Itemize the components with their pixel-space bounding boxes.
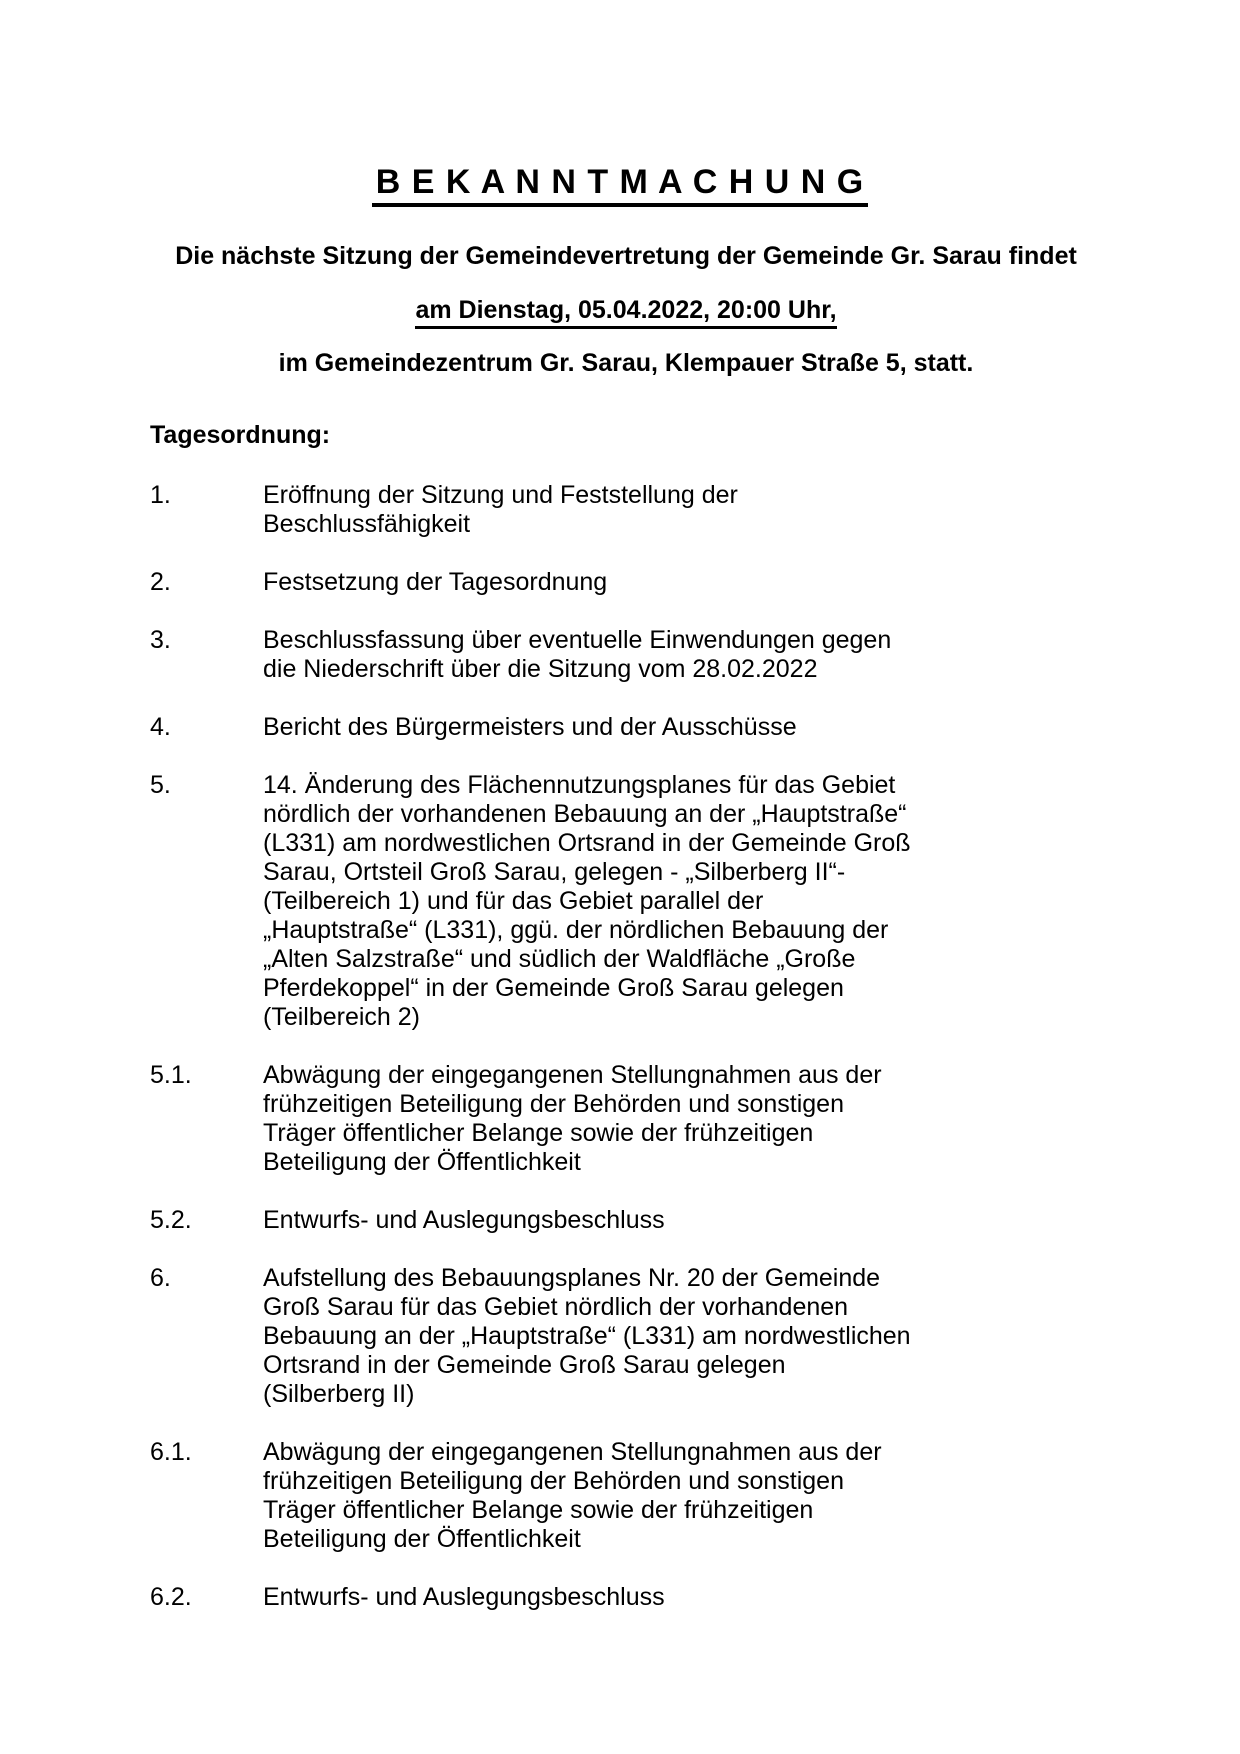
agenda-item-lines (263, 626, 1120, 684)
agenda-item-lines (263, 481, 1120, 539)
agenda-item (150, 1264, 1120, 1409)
agenda-item-line: nördlich der vorhandenen Bebauung an der „Hauptstraße“ (263, 800, 907, 828)
agenda-item-line: Pferdekoppel“ in der Gemeinde Groß Sarau gelegen (263, 974, 844, 1002)
agenda-item-line: Abwägung der eingegangenen Stellungnahmen aus der (263, 1061, 882, 1089)
agenda-item-line: Bericht des Bürgermeisters und der Ausschüsse (263, 713, 797, 741)
agenda-item-line: (Teilbereich 1) und für das Gebiet parallel der (263, 887, 764, 915)
agenda-item-line: „Alten Salzstraße“ und südlich der Waldfläche „Große (263, 945, 856, 973)
agenda-item (150, 1583, 1120, 1612)
agenda-item-line: (Teilbereich 2) (263, 1003, 421, 1031)
agenda-item-line: Entwurfs- und Auslegungsbeschluss (263, 1206, 665, 1234)
agenda-item-number: 4. (150, 713, 171, 741)
agenda-heading: Tagesordnung: (150, 421, 331, 449)
agenda-list (150, 481, 1120, 1612)
agenda-item-lines (263, 771, 1120, 1032)
agenda-item (150, 568, 1120, 597)
agenda-item-number: 6.2. (150, 1583, 192, 1611)
agenda-item-lines (263, 713, 1120, 742)
agenda-item-lines (263, 1583, 1120, 1612)
agenda-item-number: 1. (150, 481, 171, 509)
agenda-item-line: Festsetzung der Tagesordnung (263, 568, 608, 596)
agenda-item-number: 3. (150, 626, 171, 654)
page-title: B E K A N N T M A C H U N G (372, 165, 869, 207)
agenda-item (150, 626, 1120, 684)
intro-line-2-text: am Dienstag, 05.04.2022, 20:00 Uhr, (415, 296, 836, 329)
agenda-item-line: (Silberberg II) (263, 1380, 415, 1408)
agenda-item-line: frühzeitigen Beteiligung der Behörden und sonstigen (263, 1467, 844, 1495)
agenda-item-number: 5.1. (150, 1061, 192, 1089)
agenda-item-line: frühzeitigen Beteiligung der Behörden und sonstigen (263, 1090, 844, 1118)
agenda-item-line: Bebauung an der „Hauptstraße“ (L331) am nordwestlichen (263, 1322, 911, 1350)
agenda-item-line: Beteiligung der Öffentlichkeit (263, 1148, 581, 1176)
agenda-item-line: die Niederschrift über die Sitzung vom 28.02.2022 (263, 655, 818, 683)
agenda-item (150, 481, 1120, 539)
agenda-item-line: (L331) am nordwestlichen Ortsrand in der Gemeinde Groß (263, 829, 911, 857)
agenda-item-number: 5. (150, 771, 171, 799)
agenda-item (150, 771, 1120, 1032)
agenda-item-line: Beschlussfähigkeit (263, 510, 471, 538)
title-section (0, 0, 1240, 207)
agenda-item-line: „Hauptstraße“ (L331), ggü. der nördlichen Bebauung der (263, 916, 889, 944)
agenda-item-line: Träger öffentlicher Belange sowie der frühzeitigen (263, 1119, 814, 1147)
agenda-item-lines (263, 1264, 1120, 1409)
agenda-item (150, 1206, 1120, 1235)
agenda-item-line: Beteiligung der Öffentlichkeit (263, 1525, 581, 1553)
agenda-item-line: Sarau, Ortsteil Groß Sarau, gelegen - „Silberberg II“- (263, 858, 846, 886)
agenda-item-line: Träger öffentlicher Belange sowie der frühzeitigen (263, 1496, 814, 1524)
agenda-item-number: 5.2. (150, 1206, 192, 1234)
intro-line-2 (0, 296, 1240, 329)
agenda-item-line: Entwurfs- und Auslegungsbeschluss (263, 1583, 665, 1611)
agenda-item-line: Aufstellung des Bebauungsplanes Nr. 20 der Gemeinde (263, 1264, 881, 1292)
agenda-item-line: Eröffnung der Sitzung und Feststellung der (263, 481, 738, 509)
agenda-item (150, 1061, 1120, 1177)
agenda-item-line: 14. Änderung des Flächennutzungsplanes für das Gebiet (263, 771, 896, 799)
agenda-item-lines (263, 1438, 1120, 1554)
agenda-item-lines (263, 568, 1120, 597)
agenda-item-number: 6.1. (150, 1438, 192, 1466)
agenda-item-number: 2. (150, 568, 171, 596)
agenda-item-line: Ortsrand in der Gemeinde Groß Sarau gelegen (263, 1351, 786, 1379)
agenda-item (150, 1438, 1120, 1554)
agenda-item-lines (263, 1206, 1120, 1235)
agenda-item-line: Beschlussfassung über eventuelle Einwendungen gegen (263, 626, 892, 654)
agenda-item-lines (263, 1061, 1120, 1177)
agenda-item-number: 6. (150, 1264, 171, 1292)
intro-line-1: Die nächste Sitzung der Gemeindevertretung der Gemeinde Gr. Sarau findet (175, 242, 1077, 270)
intro-line-3: im Gemeindezentrum Gr. Sarau, Klempauer Straße 5, statt. (278, 349, 974, 377)
agenda-item (150, 713, 1120, 742)
agenda-item-line: Abwägung der eingegangenen Stellungnahmen aus der (263, 1438, 882, 1466)
agenda-item-line: Groß Sarau für das Gebiet nördlich der vorhandenen (263, 1293, 849, 1321)
